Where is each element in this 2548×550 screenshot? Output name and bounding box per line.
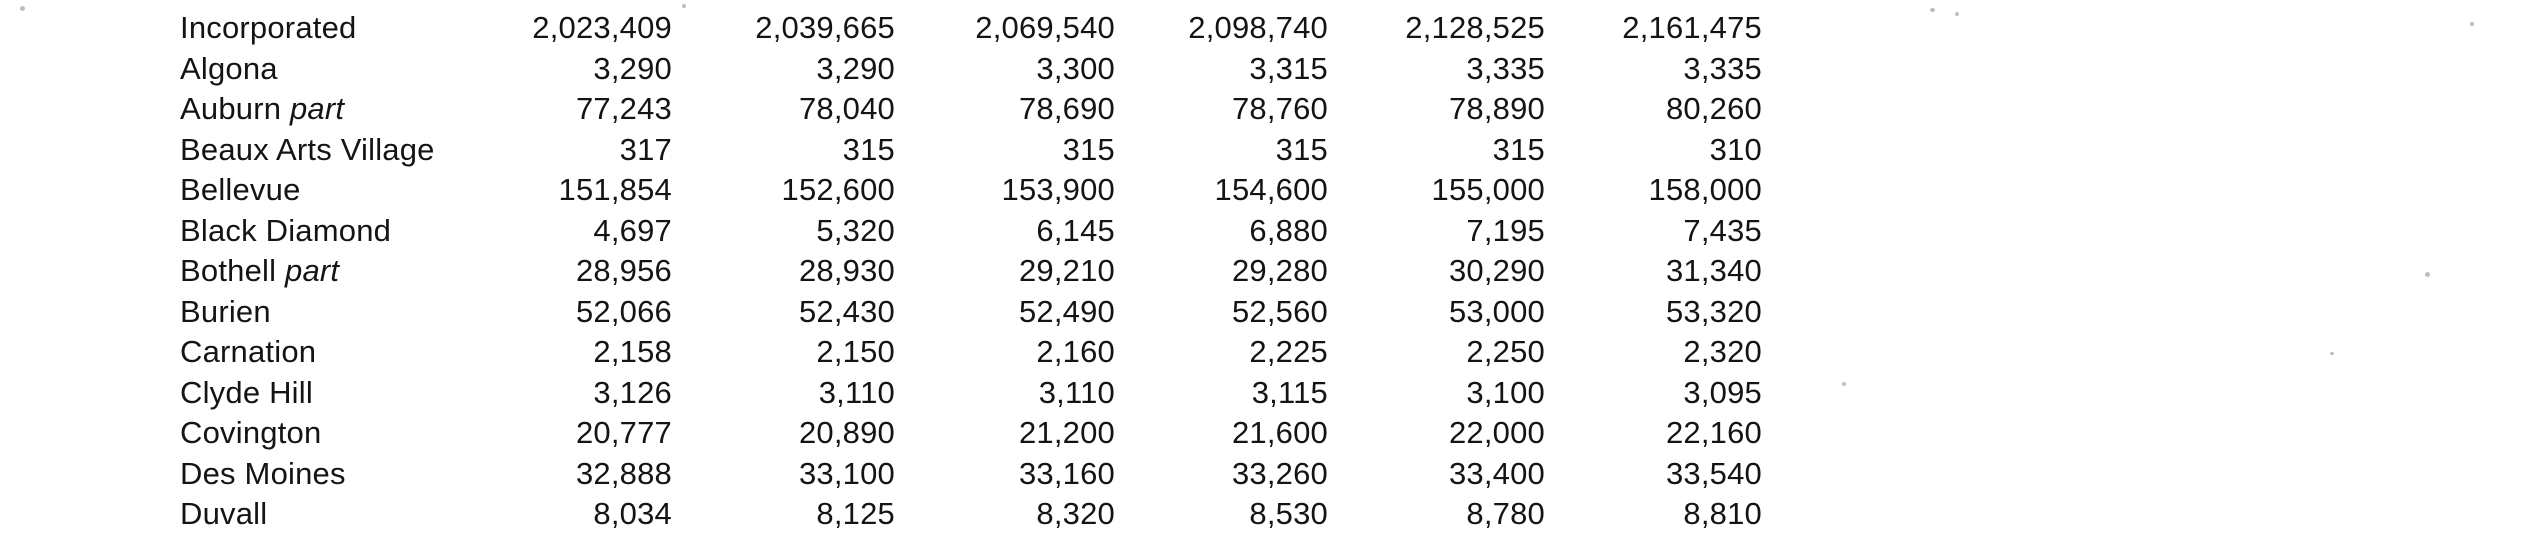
- population-value: 152,600: [781, 172, 895, 207]
- table-row: [0, 413, 1800, 453]
- table-row: [0, 292, 1800, 332]
- population-value: 52,490: [1018, 293, 1115, 329]
- table-row: [0, 49, 1800, 89]
- table-row: [0, 8, 1800, 48]
- population-value: 3,290: [816, 50, 895, 86]
- population-value: 6,880: [1249, 212, 1328, 248]
- jurisdiction-label: Incorporated: [180, 10, 357, 45]
- population-value: 2,158: [593, 334, 672, 369]
- population-value: 315: [1275, 131, 1328, 167]
- population-value: 3,290: [593, 50, 672, 86]
- jurisdiction-label: Duvall: [180, 496, 268, 531]
- table-row: [0, 332, 1800, 372]
- population-value: 154,600: [1214, 172, 1328, 207]
- jurisdiction-name: [180, 89, 500, 129]
- population-value: 33,400: [1448, 455, 1545, 491]
- jurisdiction-label: Clyde Hill: [180, 374, 313, 410]
- population-value: 2,160: [1036, 334, 1115, 369]
- jurisdiction-name: [180, 332, 500, 372]
- population-value: 8,320: [1036, 496, 1115, 531]
- population-value: 53,000: [1448, 293, 1545, 329]
- population-value: 4,697: [593, 212, 672, 248]
- population-value: 2,128,525: [1405, 10, 1545, 45]
- population-value: 21,600: [1231, 415, 1328, 450]
- jurisdiction-label: Carnation: [180, 334, 317, 369]
- population-value: 3,300: [1036, 50, 1115, 86]
- scan-speck: [2470, 22, 2474, 26]
- population-value: 5,320: [816, 212, 895, 248]
- population-value: 33,540: [1665, 455, 1762, 491]
- jurisdiction-label: Bellevue: [180, 172, 301, 207]
- population-value: 8,530: [1249, 496, 1328, 531]
- population-value: 28,930: [798, 253, 895, 288]
- population-value: 30,290: [1448, 253, 1545, 288]
- population-value: 7,195: [1466, 212, 1545, 248]
- jurisdiction-name: [180, 170, 500, 210]
- jurisdiction-suffix: part: [289, 91, 345, 126]
- jurisdiction-name: [180, 211, 500, 251]
- population-value: 310: [1709, 131, 1762, 167]
- population-value: 21,200: [1018, 415, 1115, 450]
- population-value: 78,040: [798, 91, 895, 126]
- jurisdiction-name: [180, 494, 500, 534]
- population-value: 78,760: [1231, 91, 1328, 126]
- jurisdiction-label: Bothell: [180, 253, 285, 288]
- population-value: 22,160: [1665, 415, 1762, 450]
- population-value: 3,335: [1683, 50, 1762, 86]
- jurisdiction-label: Beaux Arts Village: [180, 131, 435, 167]
- population-value: 2,320: [1683, 334, 1762, 369]
- jurisdiction-label: Burien: [180, 293, 271, 329]
- population-value: 2,161,475: [1622, 10, 1762, 45]
- population-value: 3,335: [1466, 50, 1545, 86]
- population-value: 153,900: [1001, 172, 1115, 207]
- population-value: 22,000: [1448, 415, 1545, 450]
- population-value: 29,280: [1231, 253, 1328, 288]
- population-value: 53,320: [1665, 293, 1762, 329]
- population-value: 8,034: [593, 496, 672, 531]
- scan-speck: [1842, 382, 1846, 386]
- table-row: [0, 251, 1800, 291]
- population-value: 52,066: [575, 293, 672, 329]
- population-value: 78,690: [1018, 91, 1115, 126]
- jurisdiction-name: [180, 130, 500, 170]
- table-row: [0, 130, 1800, 170]
- table-row: [0, 211, 1800, 251]
- population-value: 78,890: [1448, 91, 1545, 126]
- population-value: 33,260: [1231, 455, 1328, 491]
- population-value: 52,560: [1231, 293, 1328, 329]
- population-value: 31,340: [1665, 253, 1762, 288]
- jurisdiction-name: [180, 49, 500, 89]
- table-row: [0, 494, 1800, 534]
- jurisdiction-name: [180, 413, 500, 453]
- population-value: 151,854: [558, 172, 672, 207]
- table-row: [0, 454, 1800, 494]
- scan-speck: [1955, 12, 1959, 16]
- population-value: 32,888: [575, 455, 672, 491]
- population-value: 315: [842, 131, 895, 167]
- population-value: 28,956: [575, 253, 672, 288]
- population-value: 77,243: [575, 91, 672, 126]
- table-row: [0, 170, 1800, 210]
- population-value: 317: [619, 131, 672, 167]
- population-value: 20,777: [575, 415, 672, 450]
- jurisdiction-name: [180, 454, 500, 494]
- scan-speck: [2330, 352, 2334, 355]
- table-row: [0, 89, 1800, 129]
- population-value: 52,430: [798, 293, 895, 329]
- jurisdiction-suffix: part: [285, 253, 340, 288]
- population-value: 315: [1062, 131, 1115, 167]
- jurisdiction-label: Covington: [180, 415, 322, 450]
- population-value: 3,115: [1251, 374, 1328, 410]
- population-value: 29,210: [1018, 253, 1115, 288]
- jurisdiction-label: Auburn: [180, 91, 290, 126]
- population-value: 3,095: [1683, 374, 1762, 410]
- table-row: [0, 373, 1800, 413]
- population-value: 3,100: [1466, 374, 1545, 410]
- population-value: 33,100: [798, 455, 895, 491]
- population-value: 3,110: [818, 374, 895, 410]
- scan-speck: [2425, 272, 2430, 277]
- population-value: 2,098,740: [1188, 10, 1328, 45]
- population-value: 2,069,540: [975, 10, 1115, 45]
- population-value: 20,890: [798, 415, 895, 450]
- population-value: 3,126: [593, 374, 672, 410]
- population-value: 2,039,665: [755, 10, 895, 45]
- population-value: 3,315: [1249, 50, 1328, 86]
- population-value: 155,000: [1431, 172, 1545, 207]
- population-value: 2,225: [1249, 334, 1328, 369]
- population-value: 33,160: [1018, 455, 1115, 491]
- jurisdiction-label: Black Diamond: [180, 212, 392, 248]
- population-value: 2,250: [1466, 334, 1545, 369]
- population-value: 7,435: [1683, 212, 1762, 248]
- scan-speck: [1930, 8, 1935, 12]
- population-value: 6,145: [1036, 212, 1115, 248]
- population-value: 8,780: [1466, 496, 1545, 531]
- population-value: 2,023,409: [532, 10, 672, 45]
- population-value: 3,110: [1038, 374, 1115, 410]
- population-value: 8,810: [1683, 496, 1762, 531]
- jurisdiction-name: [180, 292, 500, 332]
- population-value: 8,125: [816, 496, 895, 531]
- population-value: 158,000: [1648, 172, 1762, 207]
- jurisdiction-label: Algona: [180, 50, 278, 86]
- population-value: 2,150: [816, 334, 895, 369]
- population-value: 80,260: [1665, 91, 1762, 126]
- population-value: 315: [1492, 131, 1545, 167]
- jurisdiction-name: [180, 251, 500, 291]
- jurisdiction-label: Des Moines: [180, 455, 346, 491]
- jurisdiction-name: [180, 8, 500, 48]
- jurisdiction-name: [180, 373, 500, 413]
